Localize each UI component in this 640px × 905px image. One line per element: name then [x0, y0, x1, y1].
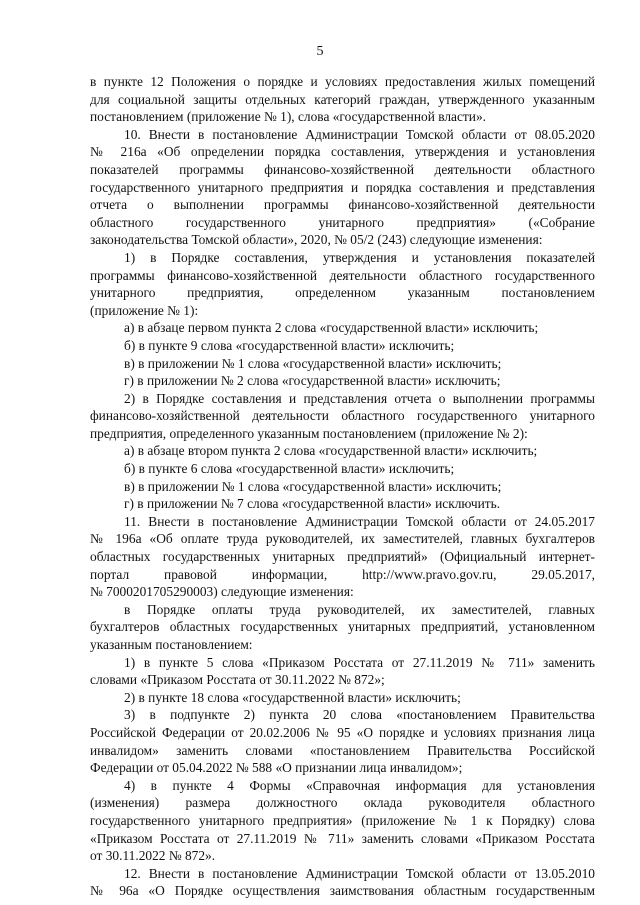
text-line: финансово-хозяйственной деятельности областного государственного унитарного — [90, 408, 595, 424]
text-line: показателей программы финансово-хозяйственной деятельности областного — [90, 161, 595, 177]
text-line: Федерации от 05.04.2022 № 588 «О признании лица инвалидом»; — [90, 760, 463, 776]
paragraph — [90, 495, 595, 513]
text-line: отчета о выполнении программы финансово-хозяйственной деятельности — [90, 197, 595, 213]
paragraph — [90, 337, 595, 355]
paragraph — [90, 478, 595, 496]
text-line: словами «Приказом Росстата от 30.11.2022 № 872»; — [90, 672, 385, 688]
text-line: (приложение № 1): — [90, 302, 199, 318]
text-line: г) в приложении № 2 слова «государственной власти» исключить; — [124, 373, 501, 389]
paragraph — [90, 654, 595, 689]
document-body — [90, 73, 595, 900]
text-line: законодательства Томской области», 2020, № 05/2 (243) следующие изменения: — [90, 232, 543, 248]
text-line: № 216а «Об определении порядка составления, утверждения и установления — [90, 144, 595, 160]
paragraph — [90, 126, 595, 249]
text-line: а) в абзаце первом пункта 2 слова «государственной власти» исключить; — [124, 320, 539, 336]
paragraph — [90, 777, 595, 865]
paragraph — [90, 865, 595, 900]
text-line: Российской Федерации от 20.02.2006 № 95 «О порядке и условиях признания лица — [90, 724, 595, 740]
text-line: государственного унитарного предприятия» (приложение № 1 к Порядку) слова — [90, 812, 595, 828]
text-line: предприятия, определенного указанным постановлением (приложение № 2): — [90, 425, 528, 441]
text-line: 1) в пункте 5 слова «Приказом Росстата от 27.11.2019 № 711» заменить — [124, 654, 595, 670]
text-line: № 196а «Об оплате труда руководителей, их заместителей, главных бухгалтеров — [90, 531, 595, 547]
text-line: «Приказом Росстата от 27.11.2019 № 711» заменить словами «Приказом Росстата — [90, 830, 595, 846]
text-line: областного государственного унитарного предприятия» («Собрание — [90, 214, 595, 230]
paragraph — [90, 73, 595, 126]
text-line: портал правовой информации, http://www.pravo.gov.ru, 29.05.2017, — [90, 566, 595, 582]
paragraph — [90, 460, 595, 478]
text-line: инвалидом» заменить словами «постановлением Правительства Российской — [90, 742, 595, 758]
paragraph — [90, 706, 595, 776]
paragraph — [90, 372, 595, 390]
text-line: 11. Внести в постановление Администрации Томской области от 24.05.2017 — [124, 513, 595, 529]
text-line: 2) в Порядке составления и представления отчета о выполнении программы — [124, 390, 595, 406]
paragraph — [90, 249, 595, 319]
paragraph — [90, 390, 595, 443]
text-line: 12. Внести в постановление Администрации Томской области от 13.05.2010 — [124, 865, 595, 881]
text-line: № 7000201705290003) следующие изменения: — [90, 584, 354, 600]
text-line: в пункте 12 Положения о порядке и условиях предоставления жилых помещений — [90, 74, 595, 89]
text-line: б) в пункте 6 слова «государственной власти» исключить; — [124, 461, 455, 477]
text-line: 3) в подпункте 2) пункта 20 слова «постановлением Правительства — [124, 707, 595, 723]
text-line: 2) в пункте 18 слова «государственной власти» исключить; — [124, 689, 461, 705]
paragraph — [90, 319, 595, 337]
paragraph — [90, 355, 595, 373]
text-line: 10. Внести в постановление Администрации Томской области от 08.05.2020 — [124, 126, 595, 142]
text-line: постановлением (приложение № 1), слова «государственной власти». — [90, 109, 486, 125]
text-line: государственного унитарного предприятия и порядка составления и представления — [90, 179, 595, 195]
text-line: указанным постановлением: — [90, 637, 253, 652]
text-line: в) в приложении № 1 слова «государственной власти» исключить; — [124, 478, 502, 494]
text-line: а) в абзаце втором пункта 2 слова «государственной власти» исключить; — [124, 443, 538, 459]
paragraph — [90, 513, 595, 601]
page-number: 5 — [316, 44, 324, 59]
paragraph — [90, 601, 595, 654]
text-line: 1) в Порядке составления, утверждения и установления показателей — [124, 249, 595, 265]
text-line: от 30.11.2022 № 872». — [90, 848, 216, 864]
paragraph — [90, 442, 595, 460]
text-line: в) в приложении № 1 слова «государственной власти» исключить; — [124, 355, 502, 371]
text-line: 4) в пункте 4 Формы «Справочная информация для установления — [124, 777, 595, 793]
text-line: № 96а «О Порядке осуществления заимствования областным государственным — [90, 883, 595, 899]
text-line: областных государственных унитарных предприятий» (Официальный интернет- — [90, 549, 595, 565]
text-line: б) в пункте 9 слова «государственной власти» исключить; — [124, 337, 455, 353]
text-line: г) в приложении № 7 слова «государственной власти» исключить. — [124, 496, 501, 512]
text-line: в Порядке оплаты труда руководителей, их заместителей, главных — [124, 601, 595, 617]
text-line: (изменения) размера должностного оклада руководителя областного — [90, 795, 595, 811]
text-line: программы финансово-хозяйственной деятельности областного государственного — [90, 267, 595, 283]
text-line: унитарного предприятия, определенном указанным постановлением — [90, 285, 595, 301]
paragraph — [90, 689, 595, 707]
text-line: для социальной защиты отдельных категорий граждан, утвержденного указанным — [90, 91, 595, 107]
text-line: бухгалтеров областных государственных унитарных предприятий, установленном — [90, 619, 595, 635]
